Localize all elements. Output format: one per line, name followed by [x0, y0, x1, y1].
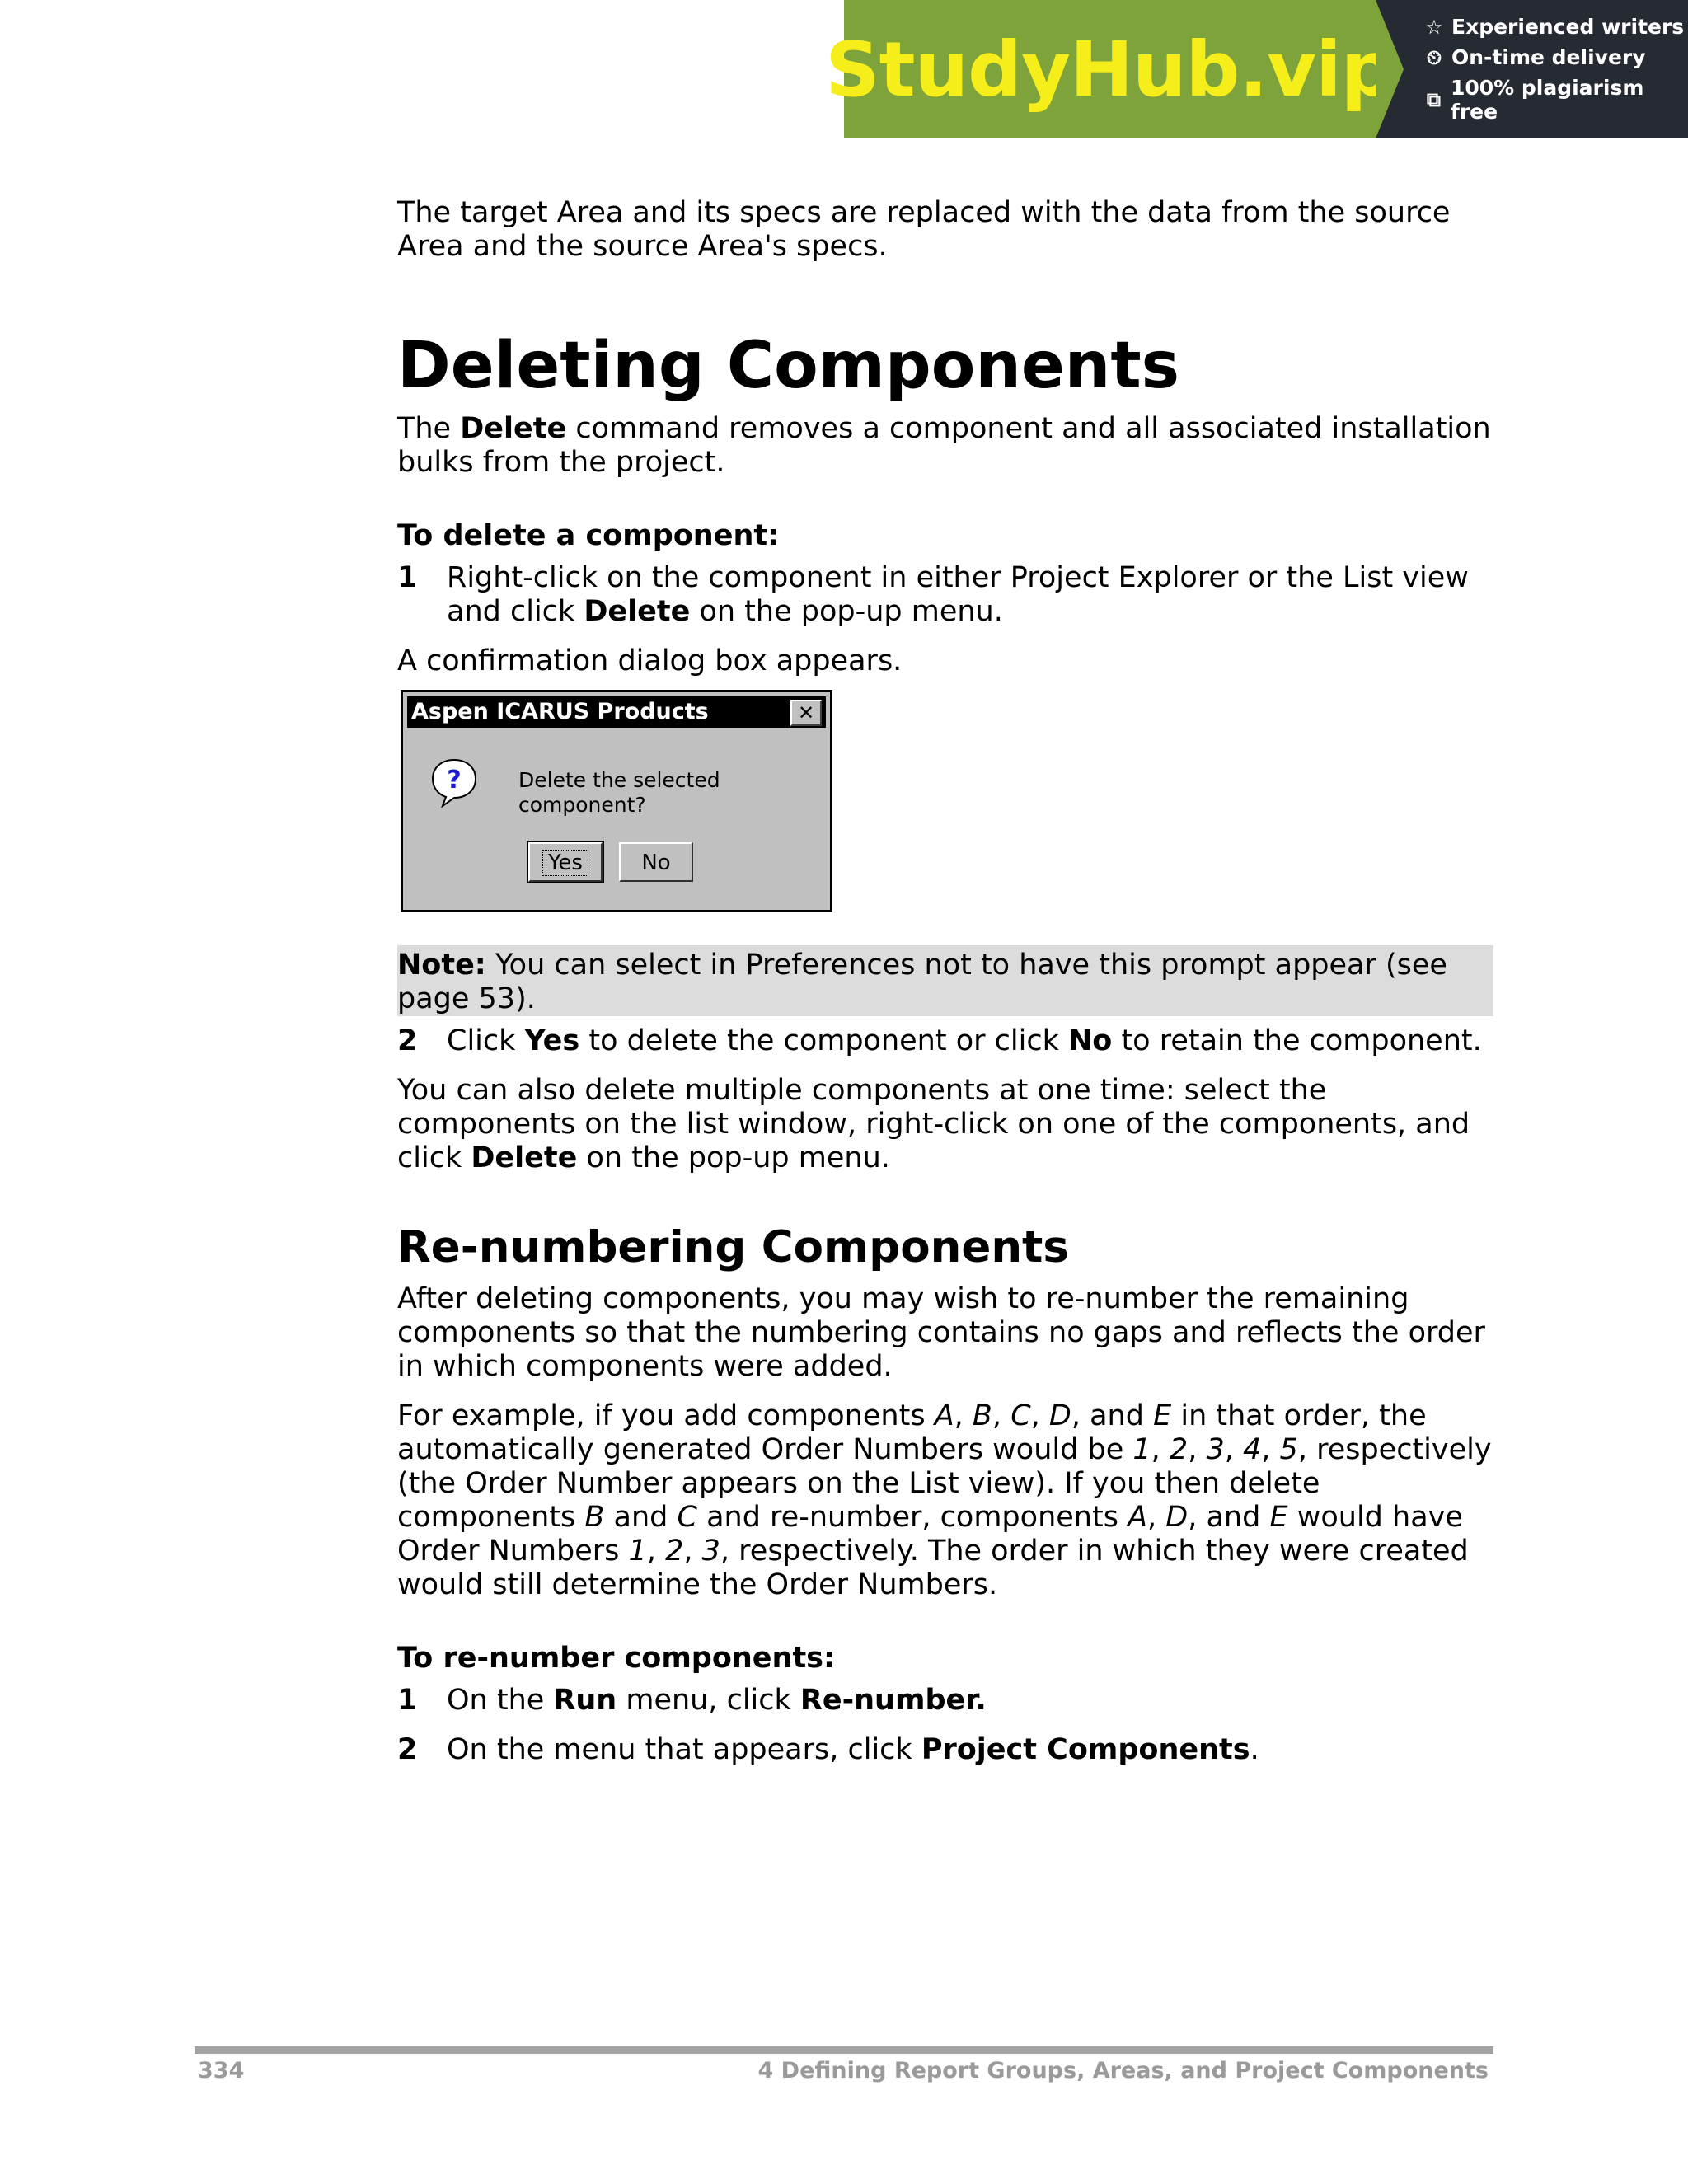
multi-delete-paragraph: You can also delete multiple components at one time: select the components on the list window, right-click on one of the components, and click Delete on the pop-up menu. [397, 1074, 1470, 1174]
delete-step-1 [397, 561, 1493, 629]
no-button[interactable]: No [619, 842, 693, 882]
note-box [397, 945, 1493, 1016]
procedure-title-renumber: To re-number components: [397, 1642, 836, 1675]
step-number: 1 [397, 1684, 418, 1717]
section-heading-renumbering: Re-numbering Components [397, 1222, 1069, 1272]
confirm-delete-dialog [401, 690, 832, 912]
page-number: 334 [198, 2058, 245, 2083]
delete-keyword: Delete [460, 412, 567, 445]
studyhub-banner[interactable] [825, 0, 1688, 138]
page-content [397, 196, 1493, 1783]
intro-paragraph: The target Area and its specs are replaced with the data from the source Area and the source Area's specs. [397, 196, 1451, 263]
step-number: 2 [397, 1733, 418, 1766]
dialog-title-bar [407, 696, 826, 728]
banner-feature-writers [1423, 15, 1688, 39]
studyhub-logo: StudyHub.vip [825, 25, 1395, 114]
note-label: Note: [397, 949, 486, 982]
dialog-message: Delete the selected component? [518, 768, 720, 817]
close-icon[interactable]: ✕ [790, 700, 822, 726]
banner-features [1376, 0, 1688, 138]
renumber-example: For example, if you add components A, B, C, D, and E in that order, the automatically generated Order Numbers would be 1, 2, 3, 4, 5, respectively (the Order Number appears on the List view). If you then delete components B and C and re-number, components A, D, and E would have Order Numbers 1, 2, 3, respectively. The order in which they were created would still determine the Order Numbers. [397, 1399, 1492, 1601]
delete-step-2 [397, 1024, 1493, 1058]
step-text: On the menu that appears, click Project Components. [447, 1733, 1259, 1766]
step-text: On the Run menu, click Re-number. [447, 1684, 987, 1717]
step-text: Right-click on the component in either Project Explorer or the List view and click Delete on the pop-up menu. [447, 561, 1469, 628]
banner-feature-label: 100% plagiarism free [1450, 76, 1644, 124]
banner-feature-delivery [1423, 45, 1688, 69]
renumber-intro: After deleting components, you may wish to re-number the remaining components so that the numbering contains no gaps and reflects the order in which components were added. [397, 1282, 1485, 1383]
renumber-step-2 [397, 1733, 1493, 1767]
banner-feature-label: On-time delivery [1451, 45, 1646, 69]
dialog-title: Aspen ICARUS Products [411, 699, 709, 724]
banner-feature-label: Experienced writers [1451, 15, 1685, 39]
section-heading-deleting: Deleting Components [397, 329, 1180, 403]
procedure-title-delete: To delete a component: [397, 519, 780, 552]
banner-logo-panel [825, 0, 1395, 138]
yes-button[interactable]: Yes [528, 842, 603, 882]
svg-text:?: ? [447, 766, 462, 794]
banner-arrow [1376, 0, 1404, 138]
footer-divider [195, 2046, 1493, 2054]
banner-feature-plagiarism [1423, 76, 1688, 124]
delete-description: The Delete command removes a component and all associated installation bulks from the project. [397, 412, 1491, 479]
question-icon [428, 757, 481, 809]
copy-icon: ⧉ [1426, 88, 1442, 111]
chapter-title: 4 Defining Report Groups, Areas, and Project Components [757, 2058, 1489, 2083]
step-number: 1 [397, 561, 418, 594]
star-icon: ☆ [1425, 15, 1443, 39]
clock-icon: ⏲ [1426, 45, 1442, 69]
step-number: 2 [397, 1024, 418, 1057]
step-text: Click Yes to delete the component or click No to retain the component. [447, 1024, 1482, 1057]
note-text: You can select in Preferences not to have this prompt appear (see page 53). [397, 949, 1447, 1015]
renumber-step-1 [397, 1684, 1493, 1718]
confirmation-text: A confirmation dialog box appears. [397, 644, 903, 677]
